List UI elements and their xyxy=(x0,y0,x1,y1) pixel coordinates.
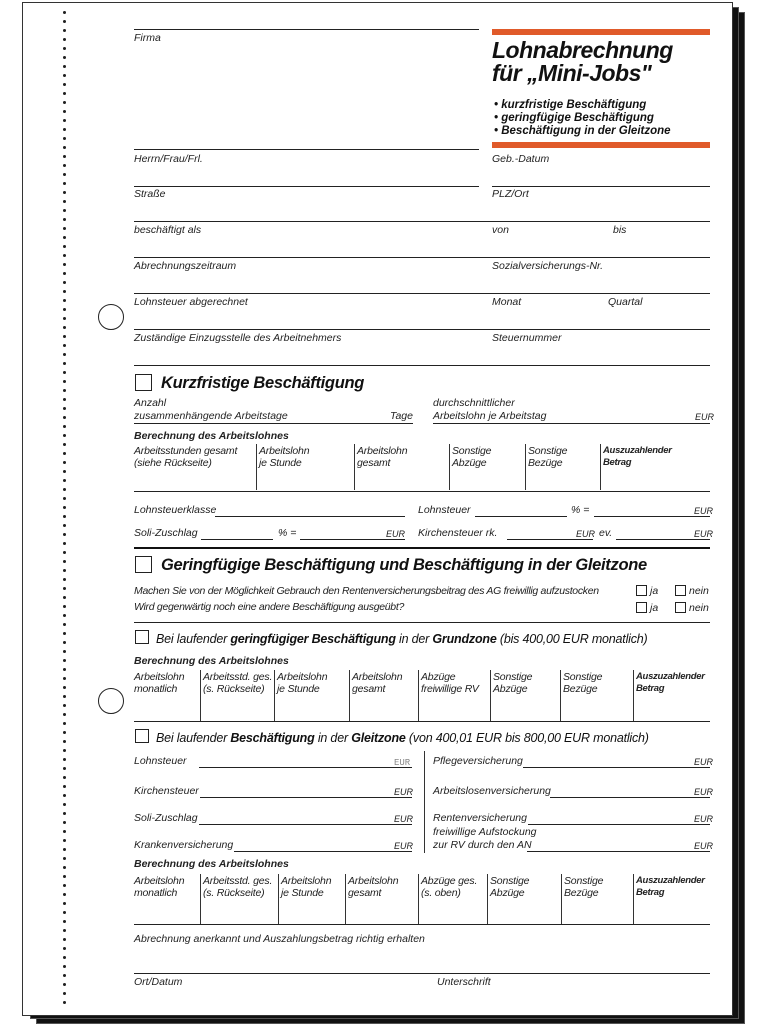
perforation-dot xyxy=(63,110,66,113)
perforation-dot xyxy=(63,20,66,23)
table-column-divider xyxy=(561,874,562,924)
perforation-dot xyxy=(63,407,66,410)
perforation-dot xyxy=(63,704,66,707)
perforation-dot xyxy=(63,65,66,68)
lohnsteuer-eur: EUR xyxy=(694,506,714,516)
unterschrift-label: Unterschrift xyxy=(437,976,491,988)
table-header-l1: Auszuzahlender xyxy=(636,671,705,682)
gleit-rente-line[interactable] xyxy=(528,824,710,825)
gleit-kirchensteuer-line[interactable] xyxy=(200,797,412,798)
form-title xyxy=(492,39,673,85)
table-header-l1: Abzüge xyxy=(421,671,456,683)
table-header-l2: Betrag xyxy=(636,887,665,898)
bullet-geringfuegig: • geringfügige Beschäftigung xyxy=(494,112,654,124)
perforation-dot xyxy=(63,920,66,923)
perforation-dot xyxy=(63,668,66,671)
perforation-dot xyxy=(63,947,66,950)
lohnsteuer-eur-line[interactable] xyxy=(594,516,710,517)
perforation-dot xyxy=(63,227,66,230)
gleit-column-divider xyxy=(424,751,425,853)
table-header-l1: Auszuzahlender xyxy=(636,875,705,886)
soli-pct-line[interactable] xyxy=(201,539,273,540)
aufstocken-ja-label: ja xyxy=(650,585,659,597)
lohnsteuer-abgerechnet-line[interactable] xyxy=(134,329,710,330)
perforation-dot xyxy=(63,605,66,608)
perforation-dot xyxy=(63,434,66,437)
aufstocken-nein-checkbox[interactable] xyxy=(675,585,686,596)
table-header-l2: Bezüge xyxy=(563,683,598,695)
gleitzone-text-pre: Bei laufender xyxy=(156,731,231,745)
strasse-line[interactable] xyxy=(134,221,710,222)
grundzone-checkbox[interactable] xyxy=(135,630,149,644)
gleit-aufstockung-line[interactable] xyxy=(527,851,710,852)
beschaeftigt-label: beschäftigt als xyxy=(134,224,202,236)
perforation-dot xyxy=(63,911,66,914)
perforation-dot xyxy=(63,560,66,563)
perforation-dot xyxy=(63,596,66,599)
einzugsstelle-label: Zuständige Einzugsstelle des Arbeitnehmers xyxy=(134,332,342,344)
table-header-l2: (s. Rückseite) xyxy=(203,683,265,695)
perforation-dot xyxy=(63,983,66,986)
gleit-aufstockung-label1: freiwillige Aufstockung xyxy=(433,826,537,838)
table-header-l1: Sonstige xyxy=(490,875,530,887)
perforation-dot xyxy=(63,479,66,482)
perforation-dot xyxy=(63,875,66,878)
eur-unit-tag: EUR xyxy=(695,412,715,422)
grundzone-text-b1: geringfügiger Beschäftigung xyxy=(230,632,396,646)
perforation-dot xyxy=(63,794,66,797)
perforation-dot xyxy=(63,317,66,320)
gering-checkbox[interactable] xyxy=(135,556,152,573)
herr-label: Herrn/Frau/Frl. xyxy=(134,153,203,165)
perforation-dot xyxy=(63,155,66,158)
table-header-l2: (siehe Rückseite) xyxy=(134,457,212,469)
gleit-soli-line[interactable] xyxy=(199,824,412,825)
perforation-dot xyxy=(63,695,66,698)
steuernummer-label: Steuernummer xyxy=(492,332,562,344)
table-column-divider xyxy=(418,670,419,721)
perforation-dot xyxy=(63,839,66,842)
grundzone-text-mid: in der xyxy=(395,632,433,646)
punch-hole-bottom xyxy=(98,688,124,714)
geb-datum-line[interactable] xyxy=(492,186,710,187)
table-header-l2: (s. oben) xyxy=(421,887,461,899)
perforation-dot xyxy=(63,1001,66,1004)
gleit-pflege-eur: EUR xyxy=(694,757,714,767)
andere-ja-label: ja xyxy=(650,602,659,614)
perforation-dot xyxy=(63,173,66,176)
table-header-l2: (s. Rückseite) xyxy=(203,887,265,899)
kurz-table-bottom xyxy=(134,491,710,492)
gleit-pflege-line[interactable] xyxy=(523,767,710,768)
table-header-l1: Arbeitslohn xyxy=(352,671,403,683)
quartal-label: Quartal xyxy=(608,296,643,308)
perforation-dot xyxy=(63,686,66,689)
perforation-dot xyxy=(63,587,66,590)
tage-unit: Tage xyxy=(390,410,413,422)
perforation-dot xyxy=(63,308,66,311)
perforation-dot xyxy=(63,416,66,419)
table-column-divider xyxy=(633,670,634,721)
signature-line[interactable] xyxy=(134,973,710,974)
table-header-l2: Bezüge xyxy=(528,457,563,469)
table-header-l2: gesamt xyxy=(348,887,382,899)
berechnung-heading-kurz: Berechnung des Arbeitslohnes xyxy=(134,430,289,442)
perforation-dot xyxy=(63,101,66,104)
perforation-dot xyxy=(63,497,66,500)
table-header-l2: monatlich xyxy=(134,887,178,899)
perforation-dot xyxy=(63,380,66,383)
table-header-l1: Arbeitsstd. ges. xyxy=(203,671,273,683)
gleit-rente-eur: EUR xyxy=(694,814,714,824)
perforation-dot xyxy=(63,515,66,518)
soli-label: Soli-Zuschlag xyxy=(134,527,198,539)
geb-datum-label: Geb.-Datum xyxy=(492,153,550,165)
perforation-dot xyxy=(63,281,66,284)
perforation-dot xyxy=(63,146,66,149)
steuerklasse-label: Lohnsteuerklasse xyxy=(134,504,217,516)
perforation-dot xyxy=(63,56,66,59)
table-header-l2: gesamt xyxy=(357,457,391,469)
table-column-divider xyxy=(274,670,275,721)
table-column-divider xyxy=(600,444,601,490)
title-bar-top xyxy=(492,29,710,35)
gleit-aufstockung-label2: zur RV durch den AN xyxy=(433,839,532,851)
gleit-alv-eur: EUR xyxy=(694,787,714,797)
perforation-dot xyxy=(63,821,66,824)
ev-eur: EUR xyxy=(694,529,714,539)
perforation-dot xyxy=(63,290,66,293)
anerkannt-text: Abrechnung anerkannt und Auszahlungsbetrag richtig erhalten xyxy=(134,933,425,945)
perforation-dot xyxy=(63,470,66,473)
perforation-dot xyxy=(63,191,66,194)
perforation-dot xyxy=(63,929,66,932)
gleit-pflege-label: Pflegeversicherung xyxy=(433,755,523,767)
abrechnungszeitraum-line[interactable] xyxy=(134,293,710,294)
table-column-divider xyxy=(525,444,526,490)
form-sheet xyxy=(22,2,733,1016)
table-header-l1: Arbeitslohn xyxy=(134,875,185,887)
table-column-divider xyxy=(345,874,346,924)
perforation-dot xyxy=(63,128,66,131)
grundzone-text-b2: Grundzone xyxy=(432,632,497,646)
perforation-dot xyxy=(63,992,66,995)
table-column-divider xyxy=(256,444,257,490)
table-header-l1: Arbeitslohn xyxy=(134,671,185,683)
table-column-divider xyxy=(200,874,201,924)
gleit-alv-line[interactable] xyxy=(550,797,710,798)
zusammenhaengende-label: zusammenhängende Arbeitstage xyxy=(134,410,288,422)
table-header-l1: Arbeitslohn xyxy=(357,445,408,457)
ev-label: ev. xyxy=(599,527,613,539)
perforation-dot xyxy=(63,182,66,185)
kirchensteuer-rk-label: Kirchensteuer rk. xyxy=(418,527,498,539)
firma-top-line xyxy=(134,29,479,30)
perforation-dot xyxy=(63,902,66,905)
firma-label: Firma xyxy=(134,32,161,44)
gleit-kirchensteuer-label: Kirchensteuer xyxy=(134,785,199,797)
gleit-lohnsteuer-eur: EUR xyxy=(394,758,411,768)
table-header-l2: gesamt xyxy=(352,683,386,695)
bullet-gleitzone: • Beschäftigung in der Gleitzone xyxy=(494,125,671,137)
soli-eur: EUR xyxy=(386,529,406,539)
table-header-l2: Abzüge xyxy=(452,457,487,469)
berechnung-heading-gleit: Berechnung des Arbeitslohnes xyxy=(134,858,289,870)
anzahl-label: Anzahl xyxy=(134,397,167,409)
perforation-dot xyxy=(63,893,66,896)
gleit-soli-eur: EUR xyxy=(394,814,414,824)
gleit-alv-label: Arbeitslosenversicherung xyxy=(433,785,551,797)
gleitzone-checkbox[interactable] xyxy=(135,729,149,743)
table-header-l1: Auszuzahlender xyxy=(603,445,672,456)
table-column-divider xyxy=(349,670,350,721)
perforation-dot xyxy=(63,236,66,239)
anzahl-line[interactable] xyxy=(134,423,413,424)
form-title-line1: Lohnabrechnung xyxy=(492,37,673,63)
perforation-dot xyxy=(63,425,66,428)
perforation-dot xyxy=(63,659,66,662)
perforation-dot xyxy=(63,344,66,347)
table-column-divider xyxy=(278,874,279,924)
steuerklasse-line[interactable] xyxy=(215,516,405,517)
aufstocken-nein-label: nein xyxy=(689,585,709,597)
perforation-dot xyxy=(63,92,66,95)
perforation-dot xyxy=(63,452,66,455)
perforation-dot xyxy=(63,812,66,815)
monat-label: Monat xyxy=(492,296,522,308)
perforation-dot xyxy=(63,749,66,752)
gleit-soli-label: Soli-Zuschlag xyxy=(134,812,198,824)
perforation-dot xyxy=(63,218,66,221)
perforation-dot xyxy=(63,857,66,860)
gleitzone-heading xyxy=(156,731,649,746)
table-header-l1: Arbeitslohn xyxy=(277,671,328,683)
table-column-divider xyxy=(560,670,561,721)
table-header-l1: Arbeitslohn xyxy=(348,875,399,887)
perforation-dot xyxy=(63,362,66,365)
perforation-dot xyxy=(63,758,66,761)
table-header-l2: monatlich xyxy=(134,683,178,695)
andere-nein-label: nein xyxy=(689,602,709,614)
table-header-l2: Bezüge xyxy=(564,887,599,899)
perforation-dot xyxy=(63,551,66,554)
table-header-l2: je Stunde xyxy=(277,683,320,695)
andere-nein-checkbox[interactable] xyxy=(675,602,686,613)
table-header-l1: Arbeitsstunden gesamt xyxy=(134,445,238,457)
perforation-dot xyxy=(63,542,66,545)
perforation-dot xyxy=(63,767,66,770)
aufstocken-ja-checkbox[interactable] xyxy=(636,585,647,596)
von-label: von xyxy=(492,224,509,236)
perforation-dot xyxy=(63,956,66,959)
perforation-dot xyxy=(63,776,66,779)
perforation-dot xyxy=(63,569,66,572)
perforation-dot xyxy=(63,443,66,446)
soli-pct: % = xyxy=(278,527,297,539)
gering-top-rule xyxy=(134,547,710,549)
perforation-dot xyxy=(63,533,66,536)
abrechnungszeitraum-label: Abrechnungszeitraum xyxy=(134,260,237,272)
perforation-dot xyxy=(63,848,66,851)
berechnung-heading-grund: Berechnung des Arbeitslohnes xyxy=(134,655,289,667)
bullet-kurzfristig: • kurzfristige Beschäftigung xyxy=(494,99,647,111)
grundzone-text-post: (bis 400,00 EUR monatlich) xyxy=(496,632,648,646)
perforation-dot xyxy=(63,731,66,734)
perforation-dot xyxy=(63,677,66,680)
perforation-dot xyxy=(63,209,66,212)
table-header-l1: Sonstige xyxy=(563,671,603,683)
table-header-l2: je Stunde xyxy=(281,887,324,899)
table-column-divider xyxy=(487,874,488,924)
table-column-divider xyxy=(490,670,491,721)
aufstocken-question: Machen Sie von der Möglichkeit Gebrauch den Rentenversicherungsbeitrag des AG freiwillig aufzustocken xyxy=(134,585,599,597)
beschaeftigt-line[interactable] xyxy=(134,257,710,258)
perforation-dot xyxy=(63,263,66,266)
table-column-divider xyxy=(354,444,355,490)
table-header-l1: Sonstige xyxy=(493,671,533,683)
gleitzone-text-b2: Gleitzone xyxy=(351,731,406,745)
perforation-dot xyxy=(63,740,66,743)
perforation-dot xyxy=(63,803,66,806)
perforation-dot xyxy=(63,461,66,464)
perforation-dot xyxy=(63,965,66,968)
kirchensteuer-rk-eur: EUR xyxy=(576,529,596,539)
table-header-l2: freiwillige RV xyxy=(421,683,479,695)
perforation-dot xyxy=(63,38,66,41)
andere-beschaeftigung-question: Wird gegenwärtig noch eine andere Beschäftigung ausgeübt? xyxy=(134,601,405,613)
perforation-dot xyxy=(63,866,66,869)
perforation-dot xyxy=(63,785,66,788)
gering-title: Geringfügige Beschäftigung und Beschäftigung in der Gleitzone xyxy=(161,556,647,574)
arbeitslohn-je-tag-label: Arbeitslohn je Arbeitstag xyxy=(433,410,547,422)
gleitzone-text-post: (von 400,01 EUR bis 800,00 EUR monatlich) xyxy=(405,731,649,745)
perforation-dot xyxy=(63,938,66,941)
strasse-label: Straße xyxy=(134,188,166,200)
einzugsstelle-line[interactable] xyxy=(134,365,710,366)
table-column-divider xyxy=(418,874,419,924)
table-header-l1: Sonstige xyxy=(452,445,492,457)
bis-label: bis xyxy=(613,224,627,236)
kurzfristig-title: Kurzfristige Beschäftigung xyxy=(161,374,365,392)
gleitzone-text-mid: in der xyxy=(314,731,352,745)
perforation-dot xyxy=(63,119,66,122)
perforation-dot xyxy=(63,254,66,257)
perforation-dot xyxy=(63,722,66,725)
perforation-dot xyxy=(63,11,66,14)
perforation-dot xyxy=(63,614,66,617)
perforation-dot xyxy=(63,83,66,86)
durchschnittlicher-label: durchschnittlicher xyxy=(433,397,515,409)
grund-table-bottom xyxy=(134,721,710,722)
perforation-dot xyxy=(63,29,66,32)
perforation-dot xyxy=(63,524,66,527)
table-header-l2: Betrag xyxy=(636,683,665,694)
table-header-l2: je Stunde xyxy=(259,457,302,469)
perforation-dot xyxy=(63,389,66,392)
table-header-l1: Sonstige xyxy=(528,445,568,457)
gleit-aufstockung-eur: EUR xyxy=(694,841,714,851)
perforation-dot xyxy=(63,164,66,167)
rule-herr xyxy=(134,149,479,150)
title-bar-bottom xyxy=(492,142,710,148)
table-header-l1: Arbeitsstd. ges. xyxy=(203,875,273,887)
lohnsteuer-pct-line[interactable] xyxy=(475,516,567,517)
table-header-l2: Abzüge xyxy=(493,683,528,695)
punch-hole-top xyxy=(98,304,124,330)
perforation-dot xyxy=(63,74,66,77)
lohnsteuer-label: Lohnsteuer xyxy=(418,504,471,516)
table-header-l1: Arbeitslohn xyxy=(281,875,332,887)
perforation-dot xyxy=(63,47,66,50)
gleit-lohnsteuer-line[interactable] xyxy=(199,767,412,768)
perforation-dot xyxy=(63,713,66,716)
gleit-lohnsteuer-label: Lohnsteuer xyxy=(134,755,187,767)
perforation-dot xyxy=(63,272,66,275)
andere-ja-checkbox[interactable] xyxy=(636,602,647,613)
perforation-dot xyxy=(63,884,66,887)
table-column-divider xyxy=(449,444,450,490)
form-title-line2: für „Mini-Jobs" xyxy=(492,60,652,86)
gleit-table-bottom xyxy=(134,924,710,925)
gleit-kranken-label: Krankenversicherung xyxy=(134,839,234,851)
perforation-dot xyxy=(63,326,66,329)
table-column-divider xyxy=(633,874,634,924)
perforation-dot xyxy=(63,200,66,203)
perforation-dot xyxy=(63,137,66,140)
perforation-dot xyxy=(63,506,66,509)
perforation-dot xyxy=(63,299,66,302)
perforation-dot xyxy=(63,641,66,644)
perforation-dot xyxy=(63,371,66,374)
lohnsteuer-abgerechnet-label: Lohnsteuer abgerechnet xyxy=(134,296,248,308)
table-header-l2: Betrag xyxy=(603,457,632,468)
perforation-dot xyxy=(63,398,66,401)
perforation-dot xyxy=(63,353,66,356)
gleit-rente-label: Rentenversicherung xyxy=(433,812,527,824)
perforation-dot xyxy=(63,974,66,977)
table-header-l1: Abzüge ges. xyxy=(421,875,478,887)
perforation-dot xyxy=(63,335,66,338)
questions-bottom-rule xyxy=(134,622,710,623)
kurzfristig-checkbox[interactable] xyxy=(135,374,152,391)
table-column-divider xyxy=(200,670,201,721)
table-header-l1: Arbeitslohn xyxy=(259,445,310,457)
gleitzone-text-b1: Beschäftigung xyxy=(230,731,315,745)
perforation-dot xyxy=(63,632,66,635)
perforation-dot xyxy=(63,578,66,581)
perforation-dot xyxy=(63,650,66,653)
gleit-kirchensteuer-eur: EUR xyxy=(394,787,414,797)
perforation-dot xyxy=(63,245,66,248)
perforation-dot xyxy=(63,830,66,833)
ort-datum-label: Ort/Datum xyxy=(134,976,183,988)
table-header-l1: Sonstige xyxy=(564,875,604,887)
grundzone-heading xyxy=(156,632,648,647)
perforation-dot xyxy=(63,488,66,491)
durchschnitt-line[interactable] xyxy=(433,423,710,424)
gleit-kranken-eur: EUR xyxy=(394,841,414,851)
grundzone-text-pre: Bei laufender xyxy=(156,632,231,646)
svnr-label: Sozialversicherungs-Nr. xyxy=(492,260,604,272)
herr-line[interactable] xyxy=(134,186,479,187)
table-header-l2: Abzüge xyxy=(490,887,525,899)
lohnsteuer-pct: % = xyxy=(571,504,590,516)
plz-label: PLZ/Ort xyxy=(492,188,529,200)
perforation-dot xyxy=(63,623,66,626)
gleit-kranken-line[interactable] xyxy=(234,851,412,852)
